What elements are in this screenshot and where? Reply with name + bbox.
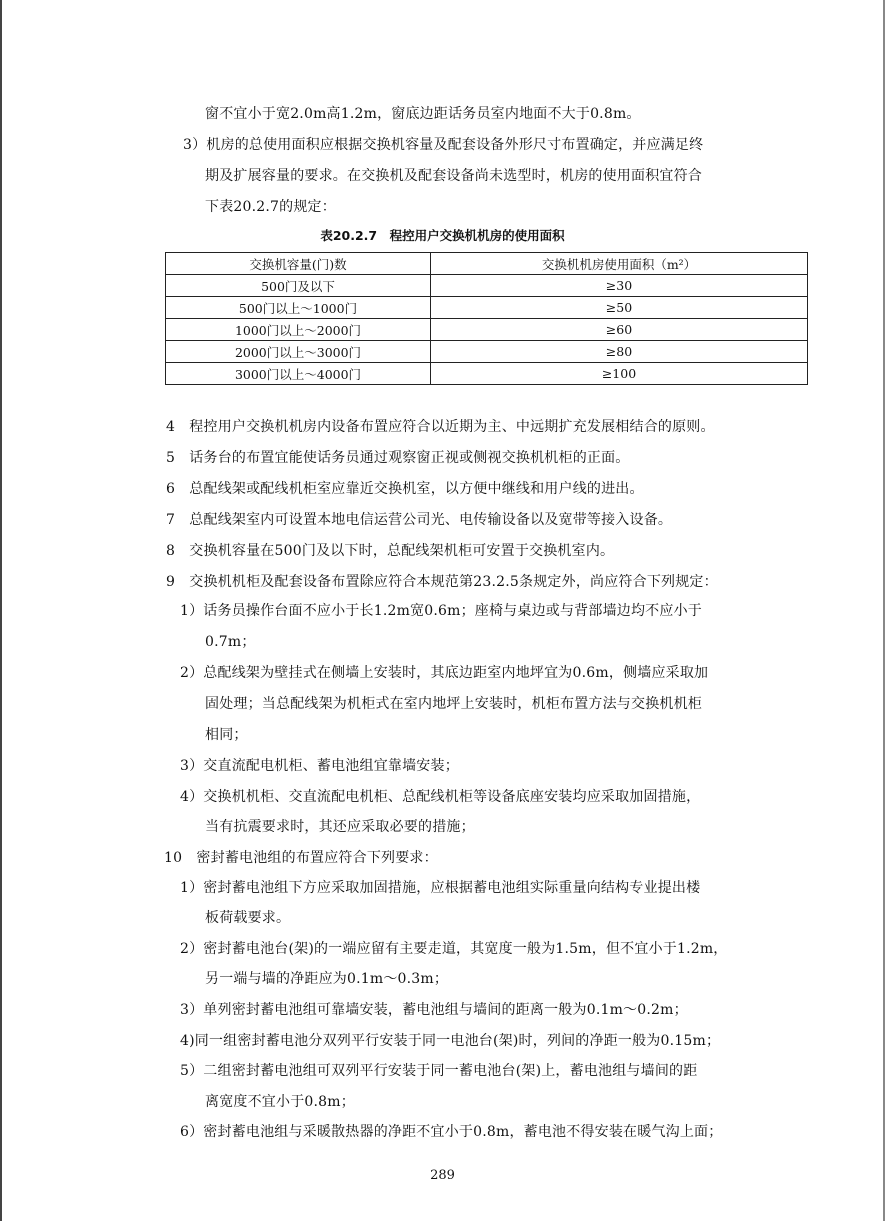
text-line: 3）机房的总使用面积应根据交换机容量及配套设备外形尺寸布置确定，并应满足终: [183, 137, 704, 153]
clause-10-item-cont: 板荷载要求。: [205, 910, 291, 926]
clause-9-item-cont: 当有抗震要求时，其还应采取必要的措施；: [205, 819, 475, 835]
table-cell: ≥30: [431, 275, 808, 297]
table-cell: 500门以上～1000门: [166, 297, 431, 319]
page-number: 289: [430, 1168, 455, 1183]
table-header: 交换机机房使用面积（m²）: [431, 253, 808, 275]
table-row: [166, 297, 808, 319]
table-cell: 1000门以上～2000门: [166, 319, 431, 341]
clause-9-item: 2）总配线架为壁挂式在侧墙上安装时，其底边距室内地坪宜为0.6m，侧墙应采取加: [180, 665, 709, 681]
table-cell: ≥50: [431, 297, 808, 319]
clause-10-item-cont: 离宽度不宜小于0.8m；: [205, 1094, 355, 1110]
clause-10-item: 1）密封蓄电池组下方应采取加固措施，应根据蓄电池组实际重量向结构专业提出楼: [180, 880, 701, 896]
table-row: [166, 275, 808, 297]
clause-9: 9 交换机机柜及配套设备布置除应符合本规范第23.2.5条规定外，尚应符合下列规定：: [166, 574, 718, 590]
table-row: [166, 341, 808, 363]
clause-9-item: 1）话务员操作台面不应小于长1.2m宽0.6m；座椅与桌边或与背部墙边均不应小于: [180, 603, 702, 619]
table-cell: 2000门以上～3000门: [166, 341, 431, 363]
table-cell: ≥100: [431, 363, 808, 385]
table-header-row: [166, 253, 808, 275]
table-cell: ≥60: [431, 319, 808, 341]
table-cell: 3000门以上～4000门: [166, 363, 431, 385]
clause-9-item: 3）交直流配电机柜、蓄电池组宜靠墙安装；: [180, 758, 459, 774]
clause-10-item: 2）密封蓄电池台(架)的一端应留有主要走道，其宽度一般为1.5m，但不宜小于1.2m，: [180, 941, 728, 957]
clause-9-item: 4）交换机机柜、交直流配电机柜、总配线机柜等设备底座安装均应采取加固措施，: [180, 789, 701, 805]
clause-9-item-cont: 固处理；当总配线架为机柜式在室内地坪上安装时，机柜布置方法与交换机机柜: [205, 696, 702, 712]
table-row: [166, 319, 808, 341]
table-row: [166, 363, 808, 385]
page-border-left: [0, 0, 2, 1221]
table-cell: 500门及以下: [166, 275, 431, 297]
table-caption: 表20.2.7 程控用户交换机机房的使用面积: [320, 228, 565, 243]
clause-10-item: 5）二组密封蓄电池组可双列平行安装于同一蓄电池台(架)上，蓄电池组与墙间的距: [180, 1063, 698, 1079]
clause-5: 5 话务台的布置宜能使话务员通过观察窗正视或侧视交换机机柜的正面。: [166, 450, 630, 466]
clause-10-item: 3）单列密封蓄电池组可靠墙安装，蓄电池组与墙间的距离一般为0.1m～0.2m；: [180, 1002, 688, 1018]
clause-8: 8 交换机容量在500门及以下时，总配线架机柜可安置于交换机室内。: [166, 543, 615, 559]
clause-9-item-cont: 相同；: [205, 727, 248, 743]
text-line: 期及扩展容量的要求。在交换机及配套设备尚未选型时，机房的使用面积宜符合: [205, 168, 702, 184]
clause-9-item-cont: 0.7m；: [205, 634, 256, 650]
clause-6: 6 总配线架或配线机柜室应靠近交换机室，以方便中继线和用户线的进出。: [166, 481, 644, 497]
clause-4: 4 程控用户交换机机房内设备布置应符合以近期为主、中远期扩充发展相结合的原则。: [166, 419, 715, 435]
clause-10-item: 4)同一组密封蓄电池分双列平行安装于同一电池台(架)时，列间的净距一般为0.15m；: [180, 1033, 721, 1049]
area-table: [165, 252, 808, 385]
text-line: 下表20.2.7的规定：: [205, 199, 336, 215]
text-line: 窗不宜小于宽2.0m高1.2m，窗底边距话务员室内地面不大于0.8m。: [205, 106, 641, 122]
clause-7: 7 总配线架室内可设置本地电信运营公司光、电传输设备以及宽带等接入设备。: [166, 512, 673, 528]
clause-10: 10 密封蓄电池组的布置应符合下列要求：: [164, 850, 438, 866]
table-cell: ≥80: [431, 341, 808, 363]
clause-10-item-cont: 另一端与墙的净距应为0.1m～0.3m；: [205, 971, 449, 987]
table-header: 交换机容量(门)数: [166, 253, 431, 275]
clause-10-item: 6）密封蓄电池组与采暖散热器的净距不宜小于0.8m，蓄电池不得安装在暖气沟上面；: [180, 1124, 723, 1140]
